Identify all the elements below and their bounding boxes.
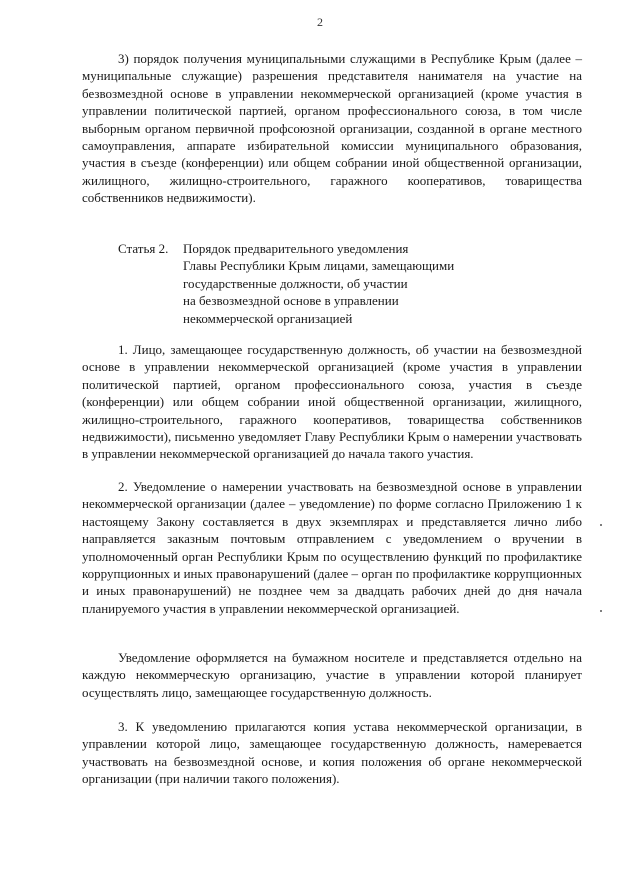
paragraph-item-3: 3. К уведомлению прилагаются копия устава некоммерческой организации, в управлении которой лицо, замещающее государственную должность, намеревается участвовать на безвозмездной основе, и копия положения об органе некоммерческой организации (при наличии такого положения). xyxy=(82,719,582,787)
paragraph-section-3: 3) порядок получения муниципальными служащими в Республике Крым (далее – муниципальные служащие) разрешения представителя нанимателя на участие на безвозмездной основе в управлении некоммерческой организацией (кроме участия в управлении политической партией, органом профессионального союза, в том числе выборным органом первичной профсоюзной организации, созданной в органе местного самоуправления, аппарате избирательной комиссии муниципального образования, участия в съезде (конференции) или общем собрании иной общественной организации, жилищного, жилищно-строительного, гаражного кооперативов, товарищества собственников недвижимости). xyxy=(82,51,582,206)
paragraph-item-2: 2. Уведомление о намерении участвовать на безвозмездной основе в управлении некоммерческой организации (далее – уведомление) по форме согласно Приложению 1 к настоящему Закону составляется в двух экземплярах и представляется лично либо направляется заказным почтовым отправлением с уведомлением о вручении в уполномоченный орган Республики Крым по осуществлению функций по профилактике коррупционных и иных правонарушений (далее – орган по профилактике коррупционных и иных правонарушений) не позднее чем за двадцать рабочих дней до дня начала планируемого участия в управлении некоммерческой организацией. xyxy=(82,479,582,616)
scan-speck xyxy=(600,524,602,526)
article-heading xyxy=(118,240,558,327)
page-number: 2 xyxy=(317,15,323,29)
scan-speck xyxy=(600,610,602,612)
paragraph-notification-form: Уведомление оформляется на бумажном носителе и представляется отдельно на каждую некоммерческую организацию, участие в управлении которой планирует осуществлять лицо, замещающее государственную должность. xyxy=(82,650,582,700)
article-number: Статья 2. xyxy=(118,241,169,256)
article-title: Порядок предварительного уведомления Главы Республики Крым лицами, замещающими государственные должности, об участии на безвозмездной основе в управлении некоммерческой организацией xyxy=(183,241,455,326)
paragraph-item-1: 1. Лицо, замещающее государственную должность, об участии на безвозмездной основе в управлении некоммерческой организацией (кроме участия в управлении политической партией, органом профессионального союза, участия в съезде (конференции) или общем собрании иной общественной организации, жилищного, жилищно-строительного, гаражного кооперативов, товарищества собственников недвижимости), письменно уведомляет Главу Республики Крым о намерении участвовать в управлении некоммерческой организацией до начала такого участия. xyxy=(82,342,582,462)
